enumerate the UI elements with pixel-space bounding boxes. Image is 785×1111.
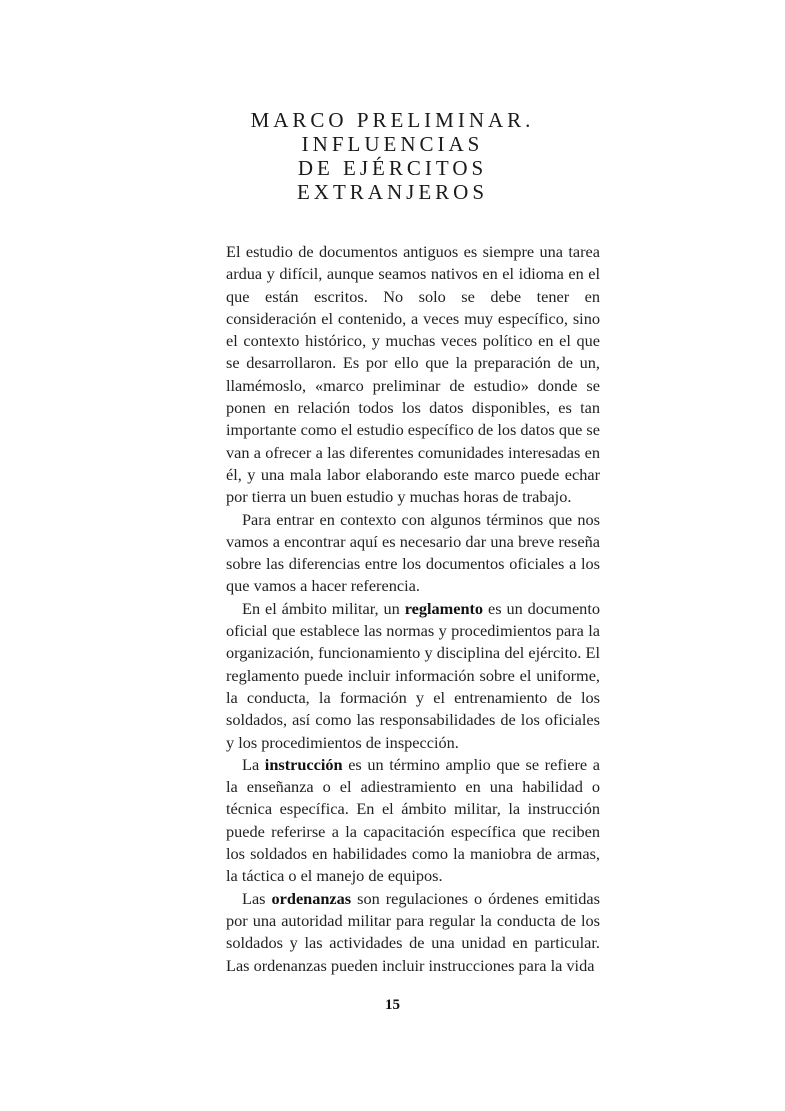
paragraph [226, 888, 600, 977]
page-number: 15 [385, 997, 400, 1013]
paragraph [226, 754, 600, 888]
chapter-body [226, 241, 600, 977]
paragraph-text: es un documento oficial que establece las normas y procedimientos para la organización, funcionamiento y disciplina del ejército. El reglamento puede incluir información sobre el uniforme, la conducta, la formación y el entrenamiento de los soldados, así como las responsabilidades de los oficiales y los procedimientos de inspección. [226, 598, 600, 752]
title-line: EXTRANJEROS [296, 180, 488, 204]
paragraph-text: Las [242, 888, 272, 908]
paragraph: Para entrar en contexto con algunos términos que nos vamos a encontrar aquí es necesario dar una breve reseña sobre las diferencias entre los documentos oficiales a los que vamos a hacer referencia. [226, 509, 600, 596]
paragraph-text: En el ámbito militar, un [242, 598, 405, 618]
paragraph-text: La [242, 754, 265, 774]
defined-term: ordenanzas [271, 888, 352, 908]
defined-term: instrucción [264, 754, 343, 774]
chapter-title [200, 108, 585, 204]
paragraph-text: son regulaciones o órdenes emitidas por una autoridad militar para regular la conducta de los soldados y las actividades de una unidad en particular. Las ordenanzas pueden incluir instrucciones para la vida [226, 888, 600, 975]
paragraph: El estudio de documentos antiguos es siempre una tarea ardua y difícil, aunque seamos nativos en el idioma en el que están escritos. No solo se debe tener en consideración el contenido, a veces muy específico, sino el contexto histórico, y muchas veces político en el que se desarrollaron. Es por ello que la preparación de un, llamémoslo, «marco preliminar de estudio» donde se ponen en relación todos los datos disponibles, es tan importante como el estudio específico de los datos que se van a ofrecer a las diferentes comunidades interesadas en él, y una mala labor elaborando este marco puede echar por tierra un buen estudio y muchas horas de trabajo. [226, 242, 600, 507]
title-line: MARCO PRELIMINAR. [250, 108, 535, 132]
paragraph-text: es un término amplio que se refiere a la enseñanza o el adiestramiento en una habilidad o técnica específica. En el ámbito militar, la instrucción puede referirse a la capacitación específica que reciben los soldados en habilidades como la maniobra de armas, la táctica o el manejo de equipos. [226, 754, 600, 886]
title-line: INFLUENCIAS [301, 132, 484, 156]
defined-term: reglamento [404, 598, 484, 618]
title-line: DE EJÉRCITOS [297, 156, 488, 180]
paragraph [226, 598, 600, 754]
